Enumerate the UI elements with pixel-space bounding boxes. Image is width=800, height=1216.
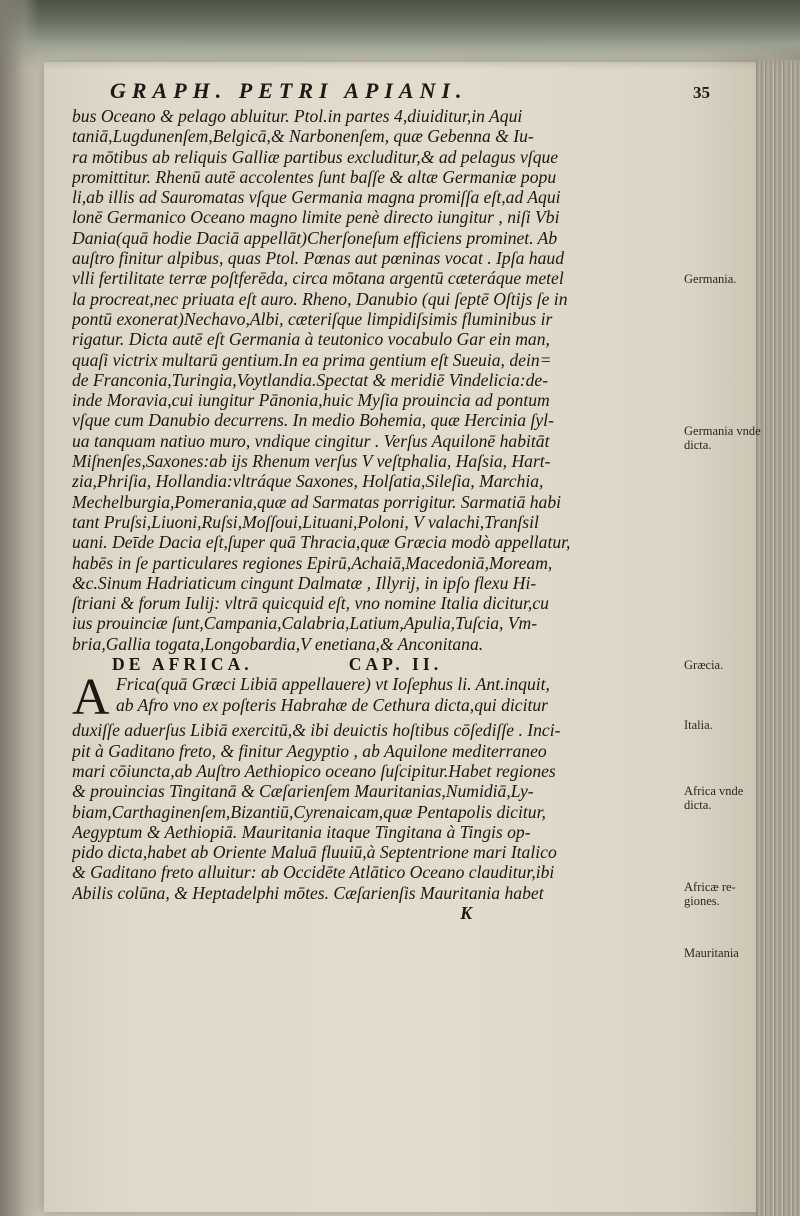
body-text: [72, 106, 672, 923]
text-line: vlli fertilitate terræ poſtferēda, circa mōtana argentū cæteráque metel: [72, 268, 564, 289]
running-header: [110, 78, 710, 104]
margin-note: Germania vnde dicta.: [684, 424, 761, 452]
text-line: pido dicta,habet ab Oriente Maluā fluuiū,à Septentrione mari Italico: [72, 842, 557, 863]
margin-note: Italia.: [684, 718, 713, 732]
section-heading: [72, 654, 672, 674]
text-line: la procreat,nec priuata eſt auro. Rheno, Danubio (qui ſeptē Oſtijs ſe in: [72, 288, 568, 309]
text-line: &c.Sinum Hadriaticum cingunt Dalmatæ , Illyrij, in ipſo flexu Hi-: [72, 572, 537, 593]
text-line: Miſnenſes,Saxones:ab ijs Rhenum verſus V veſtphalia, Haſsia, Hart-: [72, 451, 551, 472]
text-line: Mechelburgia,Pomerania,quæ ad Sarmatas porrigitur. Sarmatiā habi: [72, 491, 562, 512]
text-line: de Franconia,Turingia,Voytlandia.Spectat & meridiē Vindelicia:de-: [72, 369, 549, 390]
text-line: auſtro finitur alpibus, quas Ptol. Pœnas aut pœninas vocat . Ipſa haud: [72, 248, 564, 269]
text-line: bria,Gallia togata,Longobardia,V enetiana,& Anconitana.: [72, 633, 484, 654]
margin-note: Græcia.: [684, 658, 724, 672]
text-line: habēs in ſe particulares regiones Epirū,Achaiā,Macedoniā,Moream,: [72, 552, 553, 573]
text-line: Aegyptum & Aethiopiā. Mauritania itaque Tingitana à Tingis op-: [72, 821, 531, 842]
folio-number: 35: [693, 83, 710, 102]
text-line: taniā,Lugdunenſem,Belgicā,& Narbonenſem, quæ Gebenna & Iu-: [72, 126, 534, 147]
chapter-number: CAP. II.: [348, 654, 443, 675]
margin-note: Germania.: [684, 272, 737, 286]
text-line: rigatur. Dicta autē eſt Germania à teutonico vocabulo Gar ein man,: [72, 329, 550, 350]
margin-note: Africa vnde dicta.: [684, 784, 744, 812]
text-line: ra mōtibus ab reliquis Galliæ partibus excluditur,& ad pelagus vſque: [72, 146, 559, 167]
text-line: promittitur. Rhenū autē accolentes ſunt baſſe & altæ Germaniæ popu: [72, 166, 557, 187]
text-line: mari cōiuncta,ab Auſtro Aethiopico oceano ſuſcipitur.Habet regiones: [72, 760, 556, 781]
text-line: Abilis colūna, & Heptadelphi mōtes. Cæſarienſis Mauritania habet: [72, 882, 544, 903]
text-line: ſtriani & forum Iulij: vltrā quicquid eſt, vno nomine Italia dicitur,cu: [72, 593, 549, 614]
top-shadow: [0, 0, 800, 70]
text-line: inde Moravia,cui iungitur Pānonia,huic Myſia prouincia ad pontum: [72, 390, 550, 411]
text-line: ua tanquam natiuo muro, vndique cingitur . Verſus Aquilonē habitāt: [72, 430, 550, 451]
text-line: duxiſſe aduerſus Libiā exercitū,& ibi deuictis hoſtibus cōſediſſe . Inci-: [72, 720, 561, 741]
drop-cap: A: [72, 669, 110, 727]
text-line: uani. Deīde Dacia eſt,ſuper quā Thracia,quæ Græcia modò appellatur,: [72, 532, 571, 553]
text-line: biam,Carthaginenſem,Bizantiū,Cyrenaicam,quæ Pentapolis dicitur,: [72, 801, 546, 822]
text-line: tant Pruſsi,Liuoni,Ruſsi,Moſſoui,Lituani,Poloni, V valachi,Tranſsil: [72, 511, 539, 532]
page-edges: [756, 60, 800, 1216]
text-line: li,ab illis ad Sauromatas vſque Germania magna promiſſa eſt,ad Aqui: [72, 187, 561, 208]
text-line: zia,Phriſia, Hollandia:vltráque Saxones, Holſatia,Sileſia, Marchia,: [72, 471, 544, 492]
text-line: lonē Germanico Oceano magno limite penè directo iungitur , niſi Vbi: [72, 207, 560, 228]
text-line: Frica(quā Græci Libiā appellauere) vt Ioſephus li. Ant.inquit,: [116, 674, 550, 695]
left-shadow: [0, 0, 40, 1216]
text-line: & Gaditano freto alluitur: ab Occidēte Atlātico Oceano clauditur,ibi: [72, 862, 555, 883]
margin-note: Africæ re-giones.: [684, 880, 736, 908]
text-line: ius prouinciæ ſunt,Campania,Calabria,Latium,Apulia,Tuſcia, Vm-: [72, 613, 538, 634]
catchword: K: [460, 902, 472, 923]
text-line: Dania(quā hodie Daciā appellāt)Cherſoneſum efficiens prominet. Ab: [72, 227, 558, 248]
text-line: pontū exonerat)Nechavo,Albi, cæteriſque limpidiſsimis fluminibus ir: [72, 308, 553, 329]
text-line: vſque cum Danubio decurrens. In medio Bohemia, quæ Hercinia ſyl-: [72, 410, 554, 431]
text-line: pit à Gaditano freto, & finitur Aegyptio , ab Aquilone mediterraneo: [72, 740, 547, 761]
text-line: & prouincias Tingitanā & Cæſarienſem Mauritanias,Numidiā,Ly-: [72, 781, 534, 802]
text-line: quaſi victrix multarū gentium.In ea prima gentium eſt Sueuia, dein=: [72, 349, 552, 370]
running-title: GRAPH. PETRI APIANI.: [110, 78, 468, 103]
section-title: DE AFRICA.: [112, 654, 253, 675]
margin-note: Mauritania: [684, 946, 739, 960]
text-line: bus Oceano & pelago abluitur. Ptol.in partes 4,diuiditur,in Aqui: [72, 106, 523, 126]
drop-cap-paragraph: [72, 669, 672, 727]
text-line: ab Afro vno ex poſteris Habrahæ de Cethura dicta,qui dicitur: [116, 694, 548, 715]
